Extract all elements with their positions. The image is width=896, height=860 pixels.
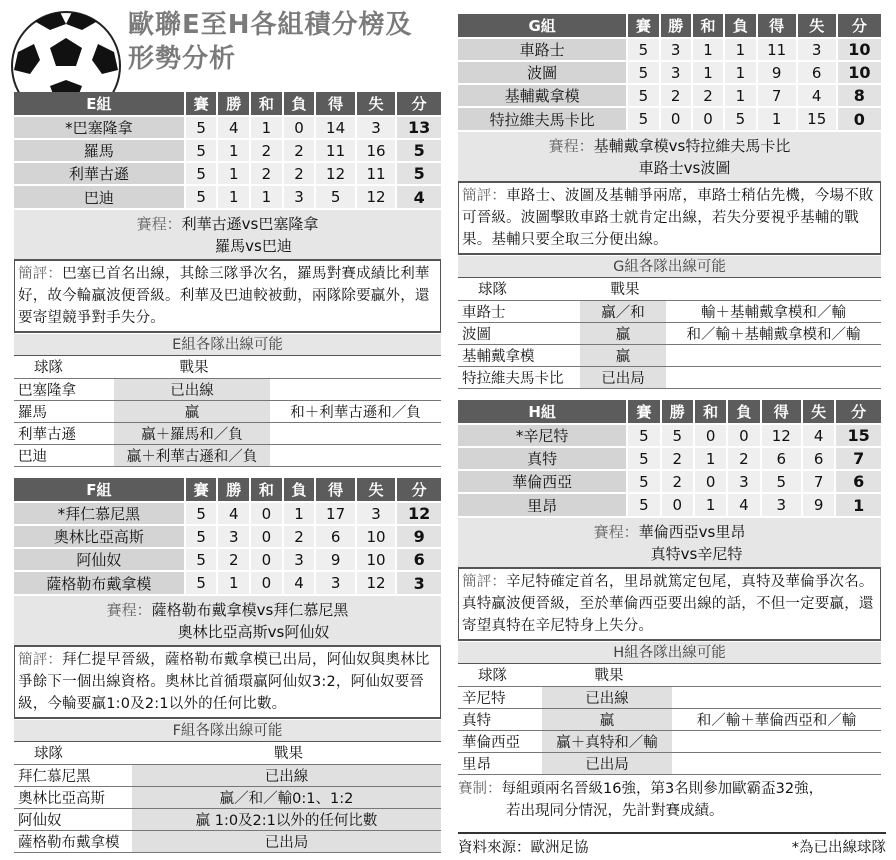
group-g-standings [458, 14, 881, 130]
group-f-qualification: F組各隊出線可能 球隊 戰果 拜仁慕尼黑 已出線 奧林比亞高斯 贏／和／輸0:1、1:2 阿仙奴 贏 1:0及2:1以外的任何比數 薩格勒布戴拿模 已出局 [14, 720, 441, 853]
group-g-schedule: 賽程：基輔戴拿模vs特拉維夫馬卡比 車路士vs波圖 [458, 130, 881, 181]
list-item: 奧林比亞高斯 贏／和／輸0:1、1:2 [14, 786, 441, 808]
table-row: 華倫西亞 5 2 0 3 5 7 6 [458, 470, 881, 493]
table-row: 阿仙奴 5 2 0 3 9 10 6 [14, 548, 441, 571]
table-row: 羅馬 5 1 2 2 11 16 5 [14, 139, 441, 162]
table-row: 真特 5 2 1 2 6 6 7 [458, 447, 881, 470]
group-f-schedule: 賽程：薩格勒布戴拿模vs拜仁慕尼黑 奧林比亞高斯vs阿仙奴 [14, 594, 441, 645]
list-item: 阿仙奴 贏 1:0及2:1以外的任何比數 [14, 808, 441, 830]
group-f-standings [14, 478, 441, 594]
table-row: *辛尼特 5 5 0 0 12 4 15 [458, 424, 881, 447]
group-h-schedule: 賽程：華倫西亞vs里昂 真特vs辛尼特 [458, 516, 881, 567]
table-row: 基輔戴拿模 5 2 2 1 7 4 8 [458, 84, 881, 107]
competition-rules: 賽制：每組頭兩名晉級16強，第3名則參加歐霸盃32強， 若出現同分情況，先計對賽成績。 [458, 781, 824, 819]
table-row: *拜仁慕尼黑 5 4 0 1 17 3 12 [14, 502, 441, 525]
group-f-comment: 簡評：拜仁提早晉級，薩格勒布戴拿模已出局，阿仙奴與奧林比爭餘下一個出線資格。奧林比首循環贏阿仙奴3:2，阿仙奴要晉級，今輪要贏1:0及2:1以外的任何比數。 [14, 645, 441, 719]
page-title: 歐聯E至H各組積分榜及 形勢分析 [128, 10, 413, 74]
group-e-schedule: 賽程：利華古遜vs巴塞隆拿 羅馬vs巴迪 [14, 208, 441, 259]
table-row: *巴塞隆拿 5 4 1 0 14 3 13 [14, 116, 441, 139]
table-row: 巴迪 5 1 1 3 5 12 4 [14, 185, 441, 208]
list-item: 羅馬 贏 和＋利華古遜和／負 [14, 400, 441, 422]
table-row: 車路士 5 3 1 1 11 3 10 [458, 38, 881, 61]
group-h-qualification: H組各隊出線可能 球隊 戰果 辛尼特 已出線 真特 贏 和／輸＋華倫西亞和／輸 華倫西亞 贏＋真特和／輸 里昂 已出局 [458, 642, 881, 775]
list-item: 里昂 已出局 [458, 752, 881, 774]
group-g-comment: 簡評：車路士、波圖及基輔爭兩席，車路士稍佔先機，今場不敗可晉級。波圖擊敗車路士就肯定出線，若失分要視乎基輔的戰果。基輔只要全取三分便出線。 [458, 181, 881, 255]
table-row: 薩格勒布戴拿模 5 1 0 4 3 12 3 [14, 571, 441, 594]
standings-header: H組 賽 勝 和 負 得 失 分 [458, 400, 881, 424]
standings-header: G組 賽 勝 和 負 得 失 分 [458, 14, 881, 38]
table-row: 特拉維夫馬卡比 5 0 0 5 1 15 0 [458, 107, 881, 130]
group-h-comment: 簡評：辛尼特確定首名，里昂就篤定包尾，真特及華倫爭次名。真特贏波便晉級，至於華倫西亞要出線的話，不但一定要贏，還寄望真特在辛尼特身上失分。 [458, 567, 881, 641]
standings-header: F組 賽 勝 和 負 得 失 分 [14, 478, 441, 502]
group-e-comment: 簡評：巴塞已首名出線，其餘三隊爭次名，羅馬對賽成績比利華好，故今輪贏波便晉級。利華及巴迪較被動，兩隊除要贏外，還要寄望競爭對手失分。 [14, 259, 441, 333]
group-g-qualification: G組各隊出線可能 球隊 戰果 車路士 贏／和 輸＋基輔戴拿模和／輸 波圖 贏 和／輸＋基輔戴拿模和／輸 基輔戴拿模 贏 特拉維夫馬卡比 已出局 [458, 256, 881, 389]
list-item: 特拉維夫馬卡比 已出局 [458, 366, 881, 388]
list-item: 薩格勒布戴拿模 已出局 [14, 830, 441, 852]
football-icon [10, 8, 122, 98]
list-item: 拜仁慕尼黑 已出線 [14, 764, 441, 786]
group-f-section [14, 478, 441, 853]
group-e-qualification: E組各隊出線可能 球隊 戰果 巴塞隆拿 已出線 羅馬 贏 和＋利華古遜和／負 利華古遜 贏＋羅馬和／負 巴迪 贏＋利華古遜和／負 [14, 334, 441, 467]
group-h-standings [458, 400, 881, 516]
list-item: 車路士 贏／和 輸＋基輔戴拿模和／輸 [458, 300, 881, 322]
data-source: 資料來源：歐洲足協 [458, 840, 589, 856]
list-item: 波圖 贏 和／輸＋基輔戴拿模和／輸 [458, 322, 881, 344]
list-item: 辛尼特 已出線 [458, 686, 881, 708]
group-h-section [458, 400, 881, 775]
qualified-note: *為已出線球隊 [791, 840, 886, 856]
list-item: 巴迪 贏＋利華古遜和／負 [14, 444, 441, 466]
standings-header: E組 賽 勝 和 負 得 失 分 [14, 92, 441, 116]
list-item: 真特 贏 和／輸＋華倫西亞和／輸 [458, 708, 881, 730]
group-e-section [14, 92, 441, 467]
table-row: 波圖 5 3 1 1 9 6 10 [458, 61, 881, 84]
table-row: 奧林比亞高斯 5 3 0 2 6 10 9 [14, 525, 441, 548]
group-e-standings [14, 92, 441, 208]
list-item: 基輔戴拿模 贏 [458, 344, 881, 366]
footer [458, 832, 886, 857]
list-item: 利華古遜 贏＋羅馬和／負 [14, 422, 441, 444]
group-g-section [458, 14, 881, 389]
table-row: 里昂 5 0 1 4 3 9 1 [458, 493, 881, 516]
list-item: 巴塞隆拿 已出線 [14, 378, 441, 400]
list-item: 華倫西亞 贏＋真特和／輸 [458, 730, 881, 752]
table-row: 利華古遜 5 1 2 2 12 11 5 [14, 162, 441, 185]
